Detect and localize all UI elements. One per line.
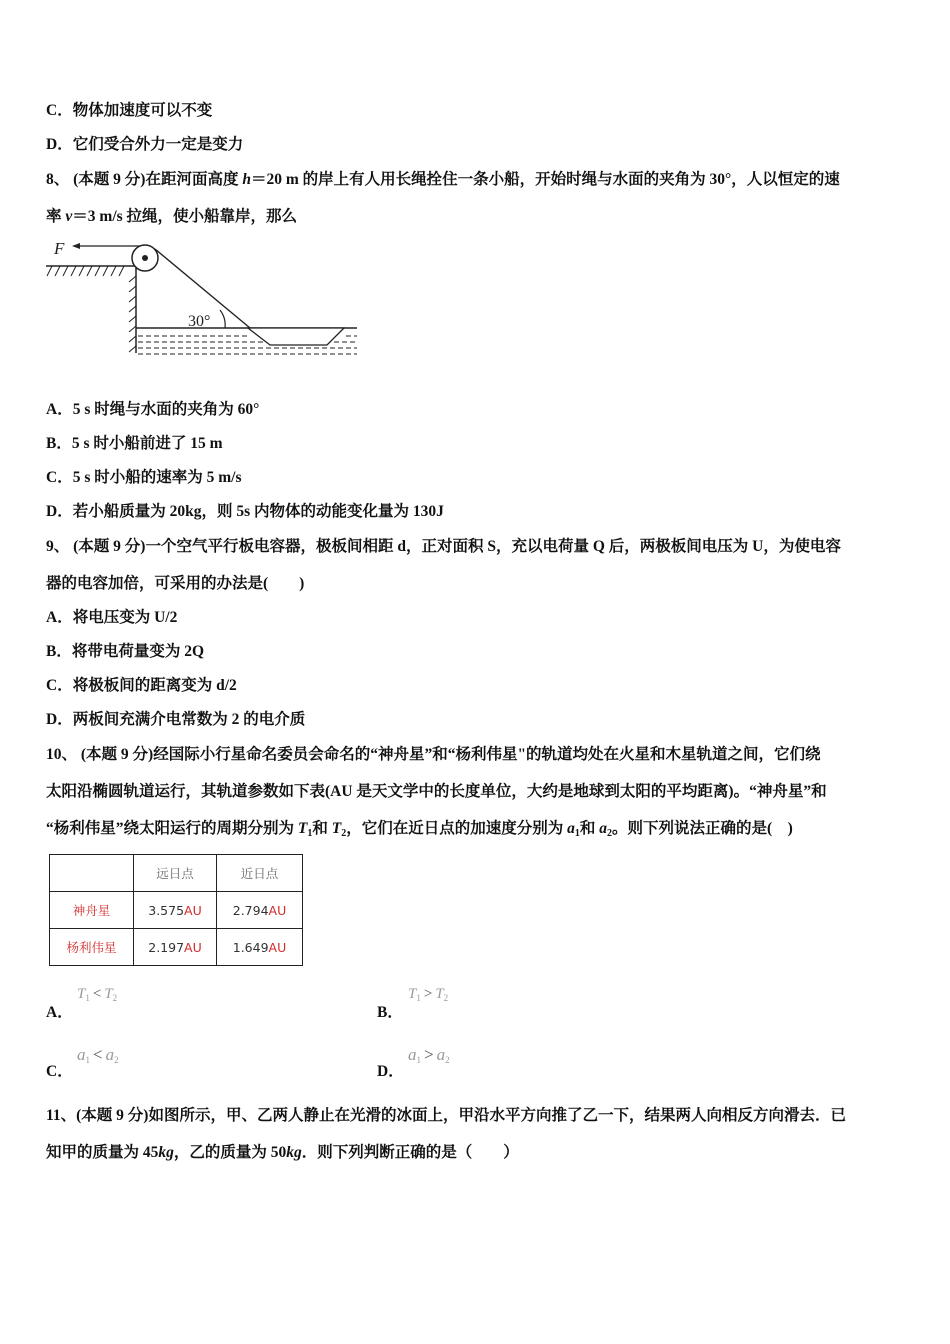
force-arrow-head (72, 243, 80, 249)
q10-option-c-label: C． (46, 1063, 73, 1080)
q10-option-a-label: A． (46, 1004, 73, 1021)
table-cell-far: 3.575AU (134, 892, 217, 929)
q8-option-d: D．若小船质量为 20kg，则 5s 内物体的动能变化量为 130J (46, 503, 444, 520)
q9-option-a: A．将电压变为 U/2 (46, 609, 178, 626)
q7-option-d: D．它们受合外力一定是变力 (46, 136, 244, 153)
q10-option-d-label: D． (377, 1063, 404, 1080)
q8-option-a: A．5 s 时绳与水面的夹角为 60° (46, 401, 260, 418)
q9-option-d: D．两板间充满介电常数为 2 的电介质 (46, 711, 306, 728)
q9-option-c: C．将极板间的距离变为 d/2 (46, 677, 237, 694)
q8-stem-line2: 率 v＝3 m/s 拉绳，使小船靠岸，那么 (46, 208, 298, 225)
table-row-name: 神舟星 (50, 892, 134, 929)
q9-stem-line2: 器的电容加倍，可采用的办法是( ) (46, 575, 305, 592)
q10-option-b-formula: $T_1 > T_2$ (408, 986, 449, 1003)
q8-option-b: B．5 s 时小船前进了 15 m (46, 435, 223, 452)
table-row (50, 892, 303, 929)
table-cell-near: 2.794AU (217, 892, 303, 929)
table-cell-near: 1.649AU (217, 929, 303, 966)
force-label: F (54, 239, 65, 258)
table-header-perihelion: 近日点 (217, 855, 303, 892)
q9-option-b: B．将带电荷量变为 2Q (46, 643, 205, 660)
table-header-empty (50, 855, 134, 892)
q10-option-c-formula: a1 < a2 (77, 1045, 119, 1065)
table-row (50, 929, 303, 966)
q9-stem-line1: 9、 (本题 9 分)一个空气平行板电容器，极板间相距 d，正对面积 S，充以电荷量 Q 后，两极板间电压为 U，为使电容 (46, 538, 841, 555)
orbit-parameter-table (49, 854, 303, 966)
q10-option-a-formula: $T_1 < T_2$ (77, 986, 118, 1003)
q10-stem-line2: 太阳沿椭圆轨道运行，其轨道参数如下表(AU 是天文学中的长度单位，大约是地球到太阳的平均距离)。“神舟星”和 (46, 783, 827, 800)
q10-stem-line3: “杨利伟星”绕太阳运行的周期分别为 $T_1$和 $T_2$，它们在近日点的加速度分别为 $a_1$和 $a_2$。则下列说法正确的是( ) (46, 820, 793, 839)
table-header-aphelion: 远日点 (134, 855, 217, 892)
q7-option-c: C．物体加速度可以不变 (46, 102, 213, 119)
table-cell-far: 2.197AU (134, 929, 217, 966)
q8-stem-line1: 8、 (本题 9 分)在距河面高度 h＝20 m 的岸上有人用长绳拴住一条小船，开始时绳与水面的夹角为 30°，人以恒定的速 (46, 171, 840, 188)
angle-label: 30° (188, 313, 211, 330)
q8-option-c: C．5 s 时小船的速率为 5 m/s (46, 469, 242, 486)
q10-option-d-formula: a1 > a2 (408, 1045, 450, 1065)
wall-hatch (129, 276, 136, 352)
q10-stem-line1: 10、 (本题 9 分)经国际小行星命名委员会命名的“神舟星”和“杨利伟星"的轨道均处在火星和木星轨道之间，它们绕 (46, 746, 821, 763)
bank-hatch (47, 266, 124, 276)
q11-stem-line1: 11、(本题 9 分)如图所示，甲、乙两人静止在光滑的冰面上，甲沿水平方向推了乙一下，结果两人向相反方向滑去．已 (46, 1107, 846, 1124)
q11-stem-line2: 知甲的质量为 45kg，乙的质量为 50kg．则下列判断正确的是（ ） (46, 1144, 519, 1161)
boat-pulley-figure (44, 236, 364, 360)
angle-arc (220, 310, 225, 328)
q10-option-b-label: B． (377, 1004, 403, 1021)
table-row-name: 杨利伟星 (50, 929, 134, 966)
pulley-axle (142, 255, 148, 261)
table-header-row (50, 855, 303, 892)
